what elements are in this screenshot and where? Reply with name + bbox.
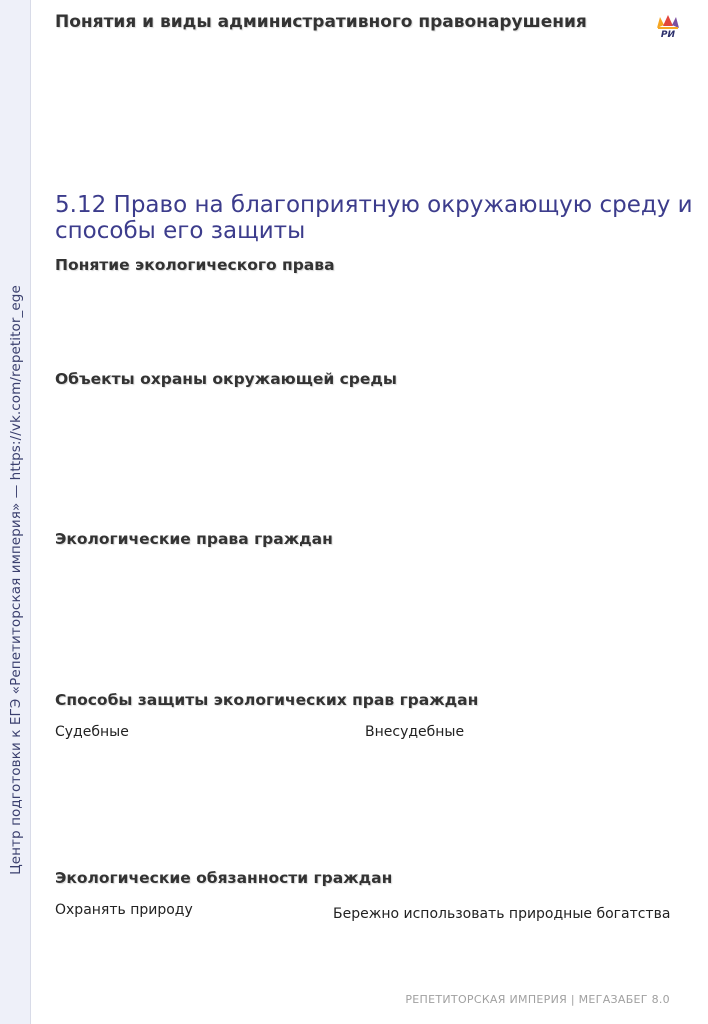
protection-judicial: Судебные [55,724,129,740]
sidebar-vertical-text: Центр подготовки к ЕГЭ «Репетиторская империя» — https://vk.com/repetitor_ege [8,285,24,875]
duty-careful-use: Бережно использовать природные богатства [333,906,671,922]
page-header-title: Понятия и виды административного правонарушения [55,12,587,32]
protection-extrajudicial: Внесудебные [365,724,465,740]
footer-text: РЕПЕТИТОРСКАЯ ИМПЕРИЯ | МЕГАЗАБЕГ 8.0 [405,993,670,1006]
section-rights: Экологические права граждан [55,530,333,548]
logo [655,14,681,44]
logo-text: РИ [660,30,676,40]
section-objects: Объекты охраны окружающей среды [55,370,397,388]
section-concept: Понятие экологического права [55,256,335,274]
duty-protect-nature: Охранять природу [55,902,193,918]
section-duties: Экологические обязанности граждан [55,869,393,887]
sidebar [0,0,31,1024]
section-protection: Способы защиты экологических прав граждан [55,691,479,709]
main-heading: 5.12 Право на благоприятную окружающую среду и способы его защиты [55,192,693,244]
